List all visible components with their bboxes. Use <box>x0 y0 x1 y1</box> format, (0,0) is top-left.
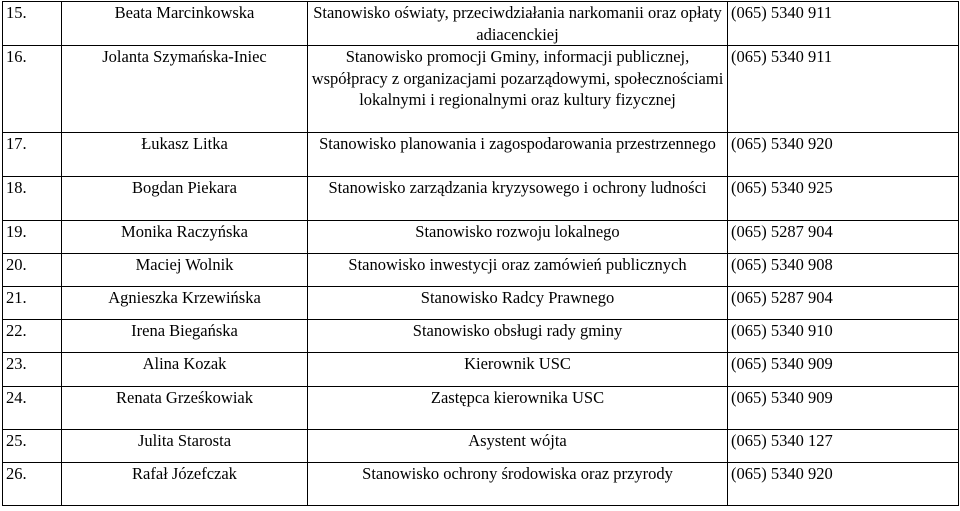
position-title: Stanowisko promocji Gminy, informacji publicznej, współpracy z organizacjami pozarządowymi, społecznościami lokalnymi i regionalnymi oraz kultury fizycznej <box>308 46 728 133</box>
position-title: Stanowisko oświaty, przeciwdziałania narkomanii oraz opłaty adiacenckiej <box>308 2 728 46</box>
position-title: Asystent wójta <box>308 430 728 463</box>
table-row <box>3 221 959 254</box>
position-title: Stanowisko ochrony środowiska oraz przyrody <box>308 463 728 506</box>
phone-number: (065) 5340 911 <box>728 46 959 133</box>
position-title: Stanowisko planowania i zagospodarowania przestrzennego <box>308 133 728 177</box>
employee-name: Beata Marcinkowska <box>62 2 308 46</box>
table-row <box>3 320 959 353</box>
row-number: 16. <box>3 46 62 133</box>
position-title: Zastępca kierownika USC <box>308 387 728 430</box>
table-row <box>3 133 959 177</box>
employee-name: Rafał Józefczak <box>62 463 308 506</box>
employee-name: Alina Kozak <box>62 353 308 387</box>
row-number: 26. <box>3 463 62 506</box>
employee-name: Maciej Wolnik <box>62 254 308 287</box>
position-title: Stanowisko inwestycji oraz zamówień publicznych <box>308 254 728 287</box>
phone-number: (065) 5340 908 <box>728 254 959 287</box>
row-number: 18. <box>3 177 62 221</box>
table-row <box>3 463 959 506</box>
table-row <box>3 46 959 133</box>
phone-number: (065) 5287 904 <box>728 287 959 320</box>
row-number: 25. <box>3 430 62 463</box>
table-row <box>3 177 959 221</box>
phone-number: (065) 5340 909 <box>728 353 959 387</box>
row-number: 17. <box>3 133 62 177</box>
row-number: 15. <box>3 2 62 46</box>
employee-name: Bogdan Piekara <box>62 177 308 221</box>
phone-number: (065) 5340 920 <box>728 463 959 506</box>
employee-name: Renata Grześkowiak <box>62 387 308 430</box>
phone-number: (065) 5340 909 <box>728 387 959 430</box>
employee-name: Julita Starosta <box>62 430 308 463</box>
row-number: 20. <box>3 254 62 287</box>
employee-name: Irena Biegańska <box>62 320 308 353</box>
position-title: Stanowisko Radcy Prawnego <box>308 287 728 320</box>
position-title: Kierownik USC <box>308 353 728 387</box>
table-row <box>3 2 959 46</box>
position-title: Stanowisko rozwoju lokalnego <box>308 221 728 254</box>
row-number: 22. <box>3 320 62 353</box>
phone-number: (065) 5340 925 <box>728 177 959 221</box>
phone-number: (065) 5340 911 <box>728 2 959 46</box>
row-number: 23. <box>3 353 62 387</box>
position-title: Stanowisko obsługi rady gminy <box>308 320 728 353</box>
row-number: 24. <box>3 387 62 430</box>
phone-number: (065) 5287 904 <box>728 221 959 254</box>
phone-number: (065) 5340 127 <box>728 430 959 463</box>
table-row <box>3 430 959 463</box>
employee-name: Jolanta Szymańska-Iniec <box>62 46 308 133</box>
table-row <box>3 287 959 320</box>
position-title: Stanowisko zarządzania kryzysowego i ochrony ludności <box>308 177 728 221</box>
table-row <box>3 353 959 387</box>
row-number: 21. <box>3 287 62 320</box>
table-row <box>3 254 959 287</box>
phone-number: (065) 5340 910 <box>728 320 959 353</box>
table-row <box>3 387 959 430</box>
employee-name: Łukasz Litka <box>62 133 308 177</box>
phone-number: (065) 5340 920 <box>728 133 959 177</box>
employee-name: Monika Raczyńska <box>62 221 308 254</box>
employee-name: Agnieszka Krzewińska <box>62 287 308 320</box>
row-number: 19. <box>3 221 62 254</box>
staff-directory-table <box>2 1 959 506</box>
